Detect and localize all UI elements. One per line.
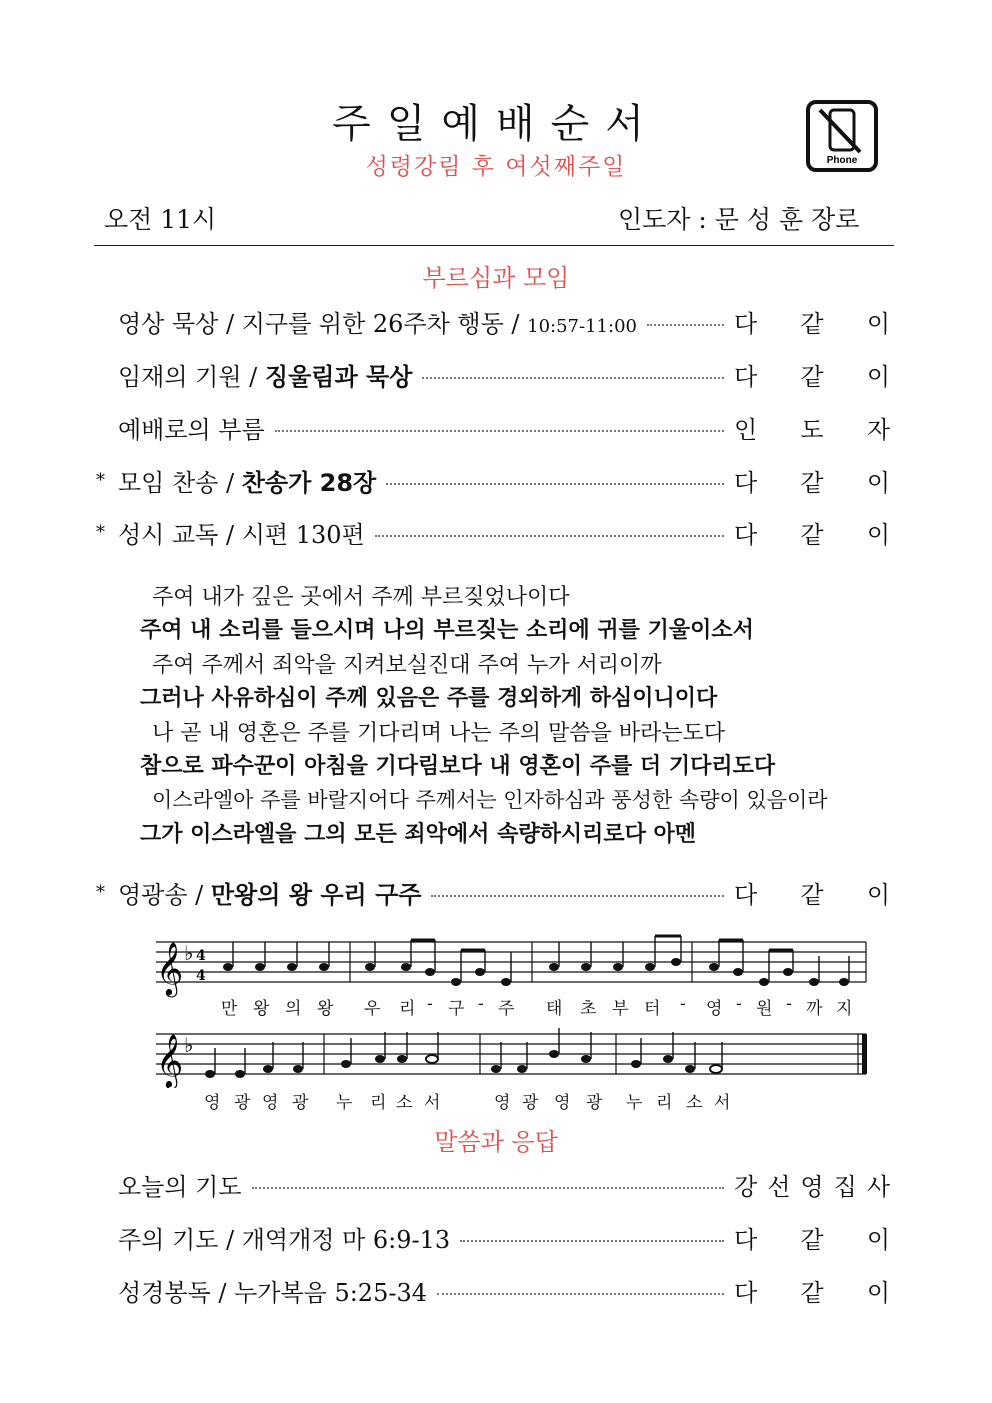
order-item: 임재의 기원 / 징울림과 묵상 다 같 이	[118, 362, 890, 391]
time-signature-bottom: 4	[196, 968, 206, 984]
order-item: 오늘의 기도 강 선 영 집 사	[118, 1172, 890, 1201]
flat-icon: ♭	[184, 1033, 194, 1057]
order-item: 성경봉독 / 누가복음 5:25-34 다 같 이	[118, 1278, 890, 1307]
service-leader: 인도자 : 문 성 훈 장로	[618, 205, 860, 234]
section-gathering: 부르심과 모임	[422, 264, 570, 292]
psalm-line-congregation: 그가 이스라엘을 그의 모든 죄악에서 속량하시리로다 아멘	[140, 822, 697, 847]
section-word: 말씀과 응답	[434, 1128, 558, 1156]
flat-icon: ♭	[184, 941, 194, 965]
psalm-line-congregation: 참으로 파수꾼이 아침을 기다림보다 내 영혼이 주를 더 기다리도다	[140, 754, 776, 779]
page-subtitle: 성령강림 후 여섯째주일	[365, 154, 627, 180]
lyrics-line-2: 영 광 영 광 누 리 소 서 영 광 영 광 누 리 소 서	[204, 1093, 731, 1113]
final-barline	[862, 1034, 867, 1074]
treble-clef-icon: 𝄞	[156, 1033, 184, 1087]
order-item: * 성시 교독 / 시편 130편 다 같 이	[96, 520, 890, 549]
page-title: 주일예배순서	[332, 101, 660, 147]
lyrics-line-1: 만 왕 의 왕 우 리 - 구 - 주 태 초 부 터 - 영 - 원 - 까 지	[221, 994, 853, 1019]
psalm-line-congregation: 주여 내 소리를 들으시며 나의 부르짖는 소리에 귀를 기울이소서	[140, 618, 754, 643]
psalm-line-leader: 주여 주께서 죄악을 지켜보실진대 주여 누가 서리이까	[152, 653, 662, 678]
music-staff-2	[150, 1024, 870, 1088]
treble-clef-icon: 𝄞	[156, 941, 184, 995]
order-item-gloria: * 영광송 / 만왕의 왕 우리 구주 다 같 이	[96, 880, 890, 909]
psalm-line-congregation: 그러나 사유하심이 주께 있음은 주를 경외하게 하심이니이다	[140, 686, 718, 711]
order-item: 예배로의 부름 인 도 자	[118, 415, 890, 444]
psalm-line-leader: 나 곧 내 영혼은 주를 기다리며 나는 주의 말씀을 바라는도다	[152, 721, 725, 746]
phone-label: Phone	[826, 155, 858, 166]
psalm-line-leader: 이스라엘아 주를 바랄지어다 주께서는 인자하심과 풍성한 속량이 있음이라	[152, 788, 828, 812]
header-divider	[94, 245, 894, 246]
order-item: 주의 기도 / 개역개정 마 6:9-13 다 같 이	[118, 1225, 890, 1254]
order-item: 영상 묵상 / 지구를 위한 26주차 행동 / 10:57-11:00 다 같 이	[118, 309, 890, 338]
service-time: 오전 11시	[104, 205, 217, 234]
psalm-line-leader: 주여 내가 깊은 곳에서 주께 부르짖었나이다	[152, 585, 570, 610]
no-phone-icon	[806, 100, 878, 172]
time-signature-top: 4	[196, 948, 206, 964]
order-item: * 모임 찬송 / 찬송가 28장 다 같 이	[96, 468, 890, 497]
music-staff-1	[150, 930, 870, 1000]
